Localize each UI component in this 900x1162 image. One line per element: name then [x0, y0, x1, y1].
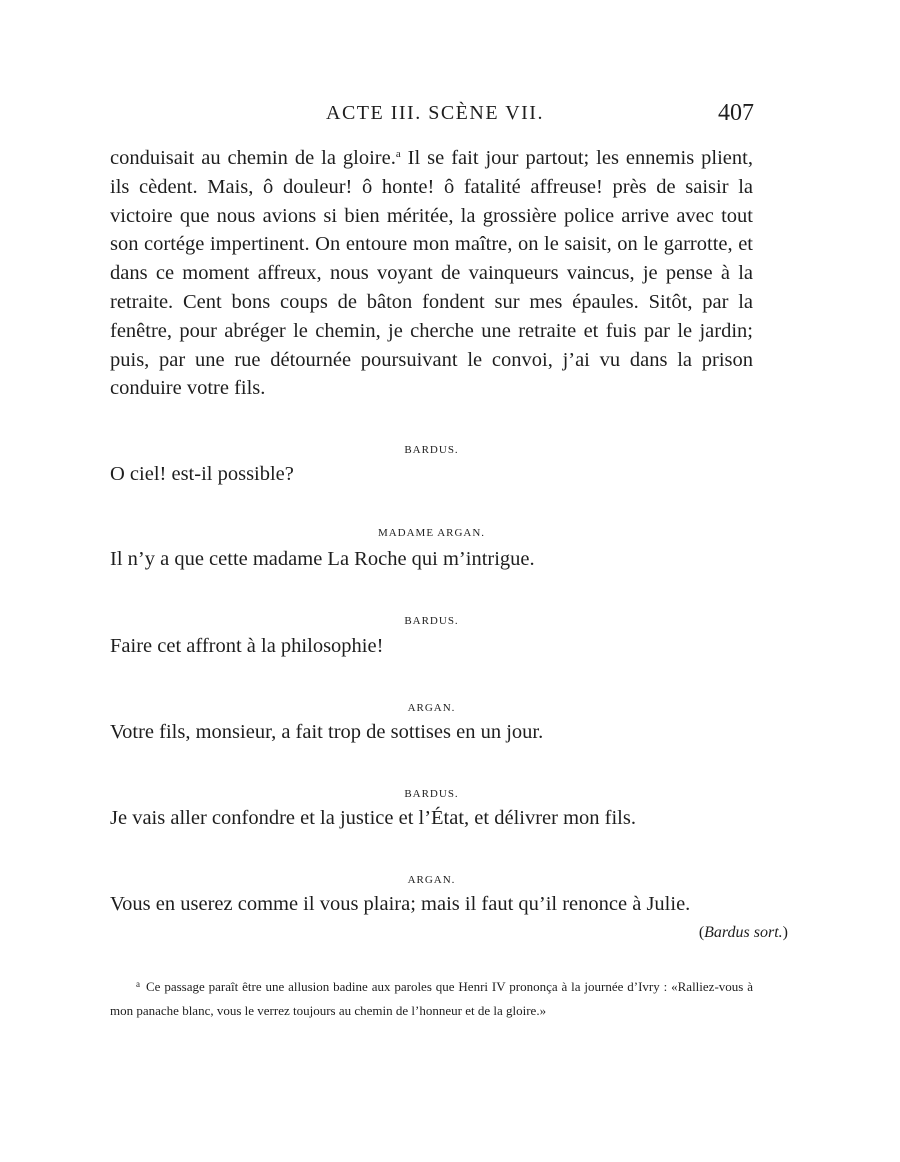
stage-direction-open: (: [698, 924, 705, 941]
dialogue-line: O ciel! est-il possible?: [110, 463, 294, 485]
stage-direction: [699, 924, 788, 942]
stage-direction-text: Bardus sort.: [704, 924, 783, 941]
footnote-reference: a: [395, 148, 401, 160]
running-head: [0, 96, 900, 132]
running-title: ACTE III. SCÈNE VII.: [326, 102, 544, 124]
speaker-name: ARGAN.: [407, 874, 456, 886]
speaker-name: BARDUS.: [404, 615, 459, 627]
speaker-name: MADAME ARGAN.: [377, 527, 486, 539]
dialogue-line: Je vais aller confondre et la justice et l’État, et délivrer mon fils.: [110, 807, 636, 829]
speaker-name: BARDUS.: [404, 444, 459, 456]
speaker-name: BARDUS.: [404, 788, 459, 800]
dialogue-line: Il n’y a que cette madame La Roche qui m’intrigue.: [110, 548, 535, 570]
page-number: 407: [718, 100, 754, 126]
dialogue-line: Votre fils, monsieur, a fait trop de sottises en un jour.: [110, 721, 544, 743]
stage-direction-close: ): [782, 924, 788, 941]
dialogue-line: Vous en userez comme il vous plaira; mais il faut qu’il renonce à Julie.: [110, 893, 691, 915]
footnote-text: Ce passage paraît être une allusion badine aux paroles que Henri IV prononça à la journée d’Ivry : «Ralliez-vous à mon panache blanc, vous le verrez toujours au chemin de l’honneur et de la gloire.»: [110, 979, 753, 1018]
paragraph-text-rest: Il se fait jour partout; les ennemis plient, ils cèdent. Mais, ô douleur! ô honte! ô fatalité affreuse! près de saisir la victoire que nous avions si bien méritée, la grossière police arrive avec tout son cortége impertinent. On entoure mon maître, on le saisit, on le garrotte, et dans ce moment affreux, nous voyant de vainqueurs vaincus, je pense à la retraite. Cent bons coups de bâton fondent sur mes épaules. Sitôt, par la fenêtre, pour abréger le chemin, je cherche une retraite et fuis par le jardin; puis, par une rue détournée poursuivant le convoi, j’ai vu dans la prison conduire votre fils.: [110, 147, 753, 400]
speaker-name: ARGAN.: [407, 702, 456, 714]
footnote-marker: a: [136, 979, 140, 989]
opening-paragraph: [110, 140, 753, 403]
footnote: [110, 972, 753, 1023]
paragraph-text-start: conduisait au chemin de la gloire.: [110, 147, 396, 169]
dialogue-line: Faire cet affront à la philosophie!: [110, 635, 384, 657]
body-text: [110, 140, 753, 915]
